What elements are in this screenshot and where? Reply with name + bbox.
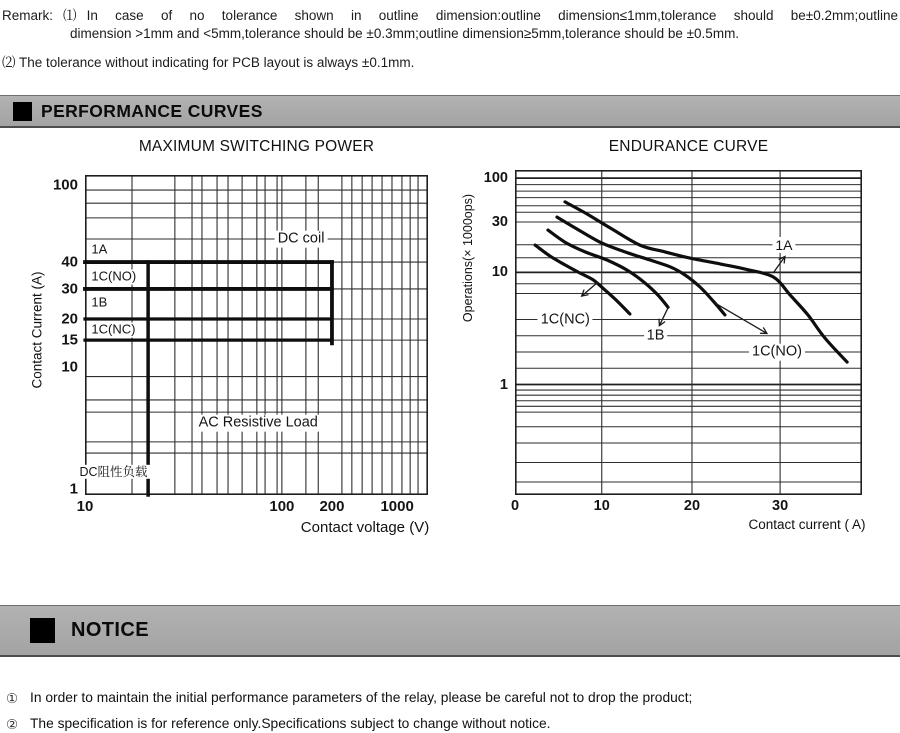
plot-border xyxy=(516,171,861,494)
x-tick-label: 200 xyxy=(319,498,345,515)
y-tick-label: 40 xyxy=(61,253,78,271)
maximum-switching-power-chart xyxy=(29,175,430,536)
curve-label: 1C(NC) xyxy=(538,311,593,328)
annotation-arrow xyxy=(715,303,767,334)
x-tick-label: 10 xyxy=(76,498,94,515)
x-tick-label: 30 xyxy=(772,498,789,514)
annotation-arrow xyxy=(773,256,785,273)
annotation-arrow xyxy=(659,308,668,326)
y-tick-label: 30 xyxy=(491,214,508,230)
y-tick-label: 100 xyxy=(483,170,508,187)
right-chart-title: ENDURANCE CURVE xyxy=(608,138,769,155)
curve-label: 1A xyxy=(772,237,795,253)
endurance_curve-plot xyxy=(515,170,862,495)
section-bullet-icon xyxy=(13,102,32,121)
curve-label: 1B xyxy=(644,327,668,344)
curve-1C(NC) xyxy=(535,245,630,314)
left-chart-title: MAXIMUM SWITCHING POWER xyxy=(138,138,375,155)
section-header-notice xyxy=(0,605,900,657)
y-tick-label: 20 xyxy=(61,310,78,328)
curve-label: 1B xyxy=(88,296,110,311)
curve-1A xyxy=(565,202,847,362)
y-tick-label: 15 xyxy=(61,331,78,349)
x-tick-label: 1000 xyxy=(380,498,414,515)
left-chart-x-axis-label: Contact voltage (V) xyxy=(300,519,430,536)
curve-label: 1C(NO) xyxy=(749,344,805,361)
curve-label: DC coil xyxy=(275,231,328,248)
notice-item-2-text: The specification is for reference only.Specifications subject to change without notice. xyxy=(30,716,551,731)
section-title: PERFORMANCE CURVES xyxy=(41,100,263,121)
notice-item-1-text: In order to maintain the initial performance parameters of the relay, please be careful not to drop the product; xyxy=(30,690,693,705)
y-tick-label: 10 xyxy=(61,358,78,376)
curve-label: AC Resistive Load xyxy=(196,415,321,432)
curve-label: 1C(NC) xyxy=(88,322,138,337)
left-chart-y-axis-label: Contact Current (A) xyxy=(29,271,45,389)
y-tick-label: 1 xyxy=(499,376,508,393)
right-chart-y-axis-label: Operations(× 1000ops) xyxy=(461,193,475,323)
curve-label: 1A xyxy=(88,242,110,257)
endurance-curve-chart xyxy=(461,170,866,532)
section-header-performance-curves xyxy=(0,95,900,128)
section-title: NOTICE xyxy=(71,619,149,641)
x-tick-label: 100 xyxy=(269,498,295,515)
remark-line-2: dimension >1mm and <5mm,tolerance should be ±0.3mm;outline dimension≥5mm,tolerance should be ±0.5mm. xyxy=(70,26,740,41)
y-tick-label: 100 xyxy=(52,176,78,194)
curve-1C(NO) xyxy=(557,217,725,315)
x-tick-label: 0 xyxy=(510,498,520,514)
curve-1B xyxy=(548,230,668,307)
notice-item-2-number: ② xyxy=(6,717,19,732)
curve-label: DC阻性负载 xyxy=(76,465,150,479)
x-tick-label: 10 xyxy=(593,498,610,514)
section-bullet-icon xyxy=(30,618,55,643)
y-tick-label: 30 xyxy=(61,280,78,298)
y-tick-label: 1 xyxy=(69,480,78,498)
remark-line-1: Remark:⑴In case of no tolerance shown in outline dimension:outline dimension≤1mm,tolerance should be±0.2mm;outline xyxy=(2,8,898,23)
remark-line-3: ⑵ The tolerance without indicating for PCB layout is always ±0.1mm. xyxy=(2,55,415,70)
y-tick-label: 10 xyxy=(491,264,508,281)
x-tick-label: 20 xyxy=(683,498,701,514)
right-chart-x-axis-label: Contact current ( A) xyxy=(748,517,866,532)
curve-label: 1C(NO) xyxy=(88,269,139,284)
notice-item-1-number: ① xyxy=(6,691,19,706)
